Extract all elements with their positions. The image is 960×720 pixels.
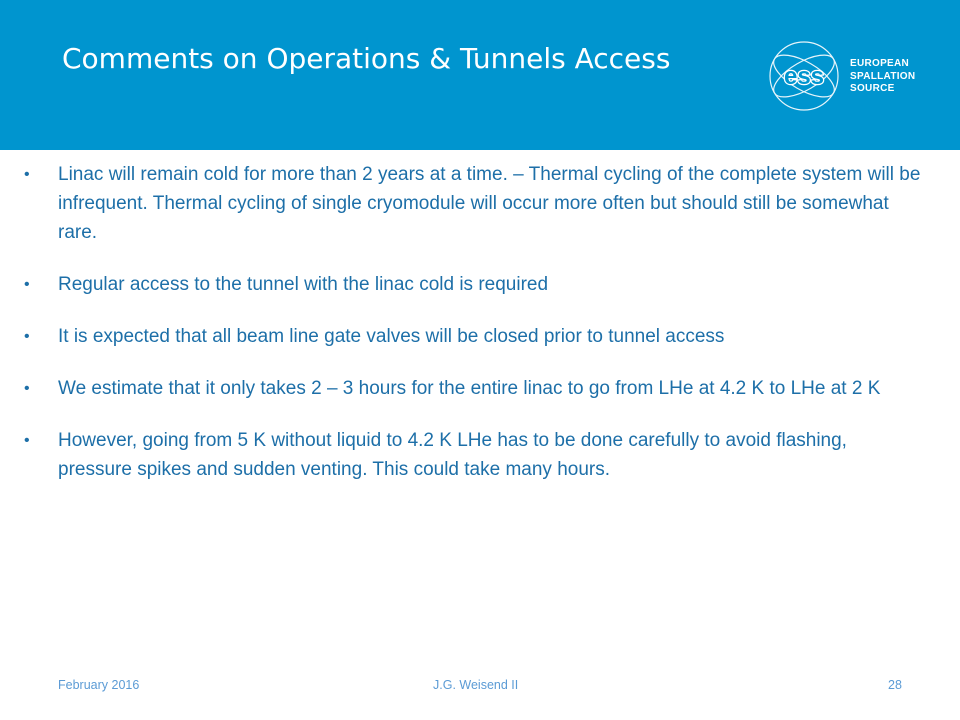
bullet-list [24, 160, 924, 507]
bullet-text: It is expected that all beam line gate valves will be closed prior to tunnel access [58, 326, 725, 347]
slide-title: Comments on Operations & Tunnels Access [62, 42, 671, 75]
footer-date: February 2016 [58, 678, 140, 692]
ess-logo [766, 38, 926, 114]
bullet-marker: • [24, 328, 30, 345]
logo-line-1: EUROPEAN [850, 58, 910, 69]
bullet-item [24, 374, 924, 403]
bullet-marker: • [24, 166, 30, 183]
ess-logo-icon [766, 38, 848, 114]
logo-line-2: SPALLATION [850, 70, 916, 82]
ess-logo-text [850, 58, 915, 96]
bullet-item [24, 160, 924, 247]
bullet-text: Linac will remain cold for more than 2 years at a time. – Thermal cycling of the complete system will be infrequent. Thermal cycling of single cryomodule will occur more often but should still be somewhat rare. [58, 164, 921, 243]
bullet-text: Regular access to the tunnel with the linac cold is required [58, 274, 549, 295]
bullet-item [24, 426, 924, 484]
logo-line-3: SOURCE [850, 83, 895, 94]
bullet-item [24, 270, 924, 299]
bullet-marker: • [24, 432, 30, 449]
bullet-item [24, 322, 924, 351]
slide-header [0, 0, 960, 150]
footer-author: J.G. Weisend II [433, 678, 519, 692]
bullet-text: However, going from 5 K without liquid to 4.2 K LHe has to be done carefully to avoid flashing, pressure spikes and sudden venting. This could take many hours. [58, 430, 847, 480]
ess-logo-mark: ess [783, 63, 825, 90]
bullet-text: We estimate that it only takes 2 – 3 hours for the entire linac to go from LHe at 4.2 K to LHe at 2 K [58, 378, 881, 399]
slide-footer [0, 678, 960, 696]
bullet-marker: • [24, 276, 30, 293]
page-number: 28 [888, 678, 902, 692]
bullet-marker: • [24, 380, 30, 397]
